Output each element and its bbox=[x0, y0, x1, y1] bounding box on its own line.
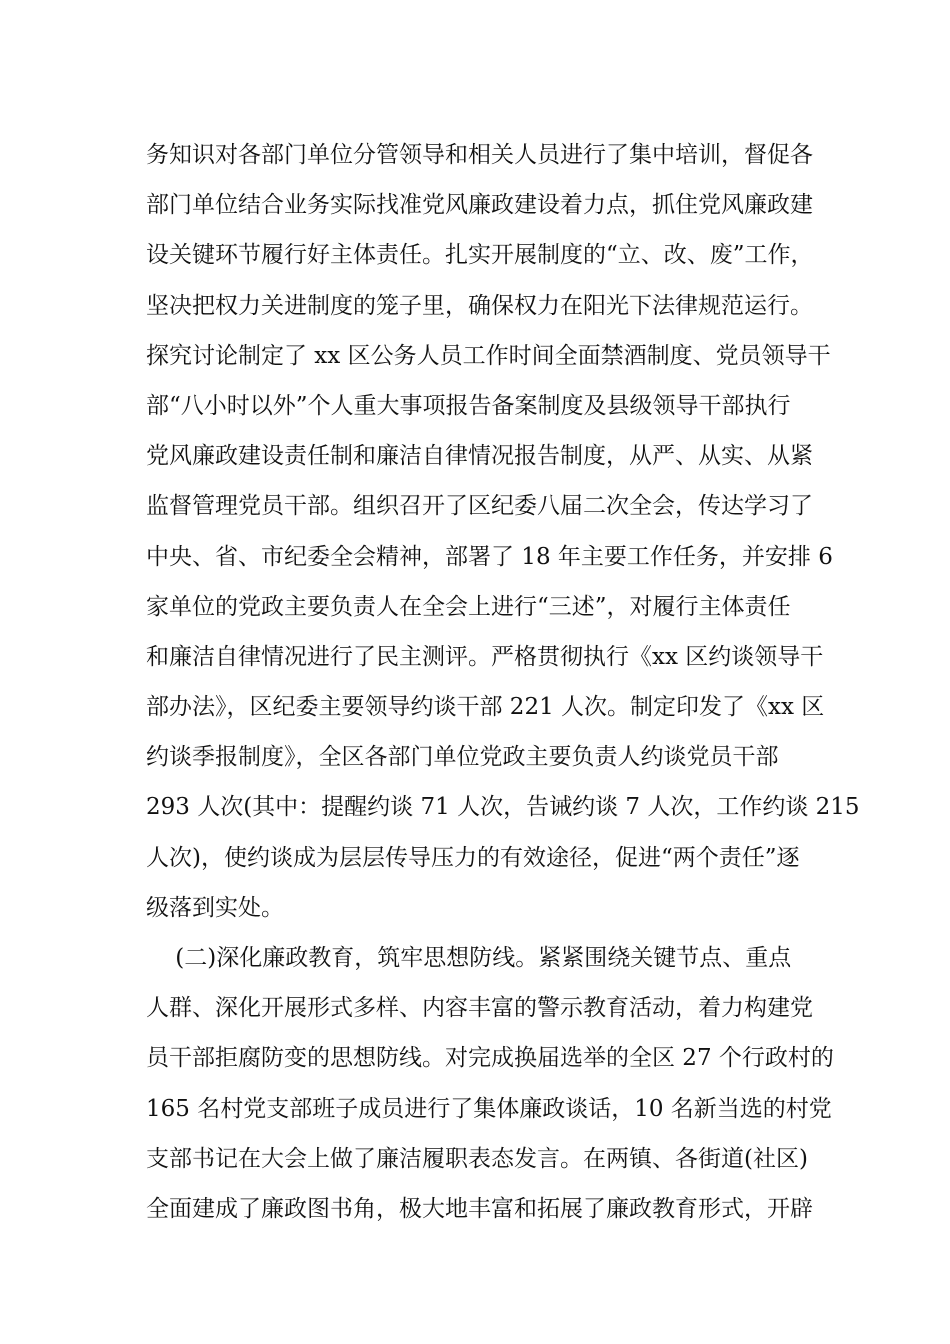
paragraph-heading-line: (二)深化廉政教育，筑牢思想防线。紧紧围绕关键节点、重点 bbox=[146, 945, 792, 971]
text-line: 和廉洁自律情况进行了民主测评。严格贯彻执行《xx 区约谈领导干 bbox=[146, 643, 824, 670]
text-line: 人群、深化开展形式多样、内容丰富的警示教育活动，着力构建党 bbox=[146, 995, 813, 1022]
text-line: 支部书记在大会上做了廉洁履职表态发言。在两镇、各街道(社区) bbox=[146, 1145, 808, 1172]
text-line: 部门单位结合业务实际找准党风廉政建设着力点，抓住党风廉政建 bbox=[146, 192, 813, 219]
text-line: 级落到实处。 bbox=[146, 894, 284, 921]
text-line: 务知识对各部门单位分管领导和相关人员进行了集中培训，督促各 bbox=[146, 142, 813, 168]
text-line: 165 名村党支部班子成员进行了集体廉政谈话，10 名新当选的村党 bbox=[146, 1095, 832, 1122]
text-line: 家单位的党政主要负责人在全会上进行“三述”，对履行主体责任 bbox=[146, 593, 791, 620]
text-line: 设关键环节履行好主体责任。扎实开展制度的“立、改、废”工作， bbox=[146, 242, 814, 269]
text-line: 党风廉政建设责任制和廉洁自律情况报告制度，从严、从实、从紧 bbox=[146, 443, 813, 470]
text-line: 部办法》，区纪委主要领导约谈干部 221 人次。制定印发了《xx 区 bbox=[146, 694, 825, 721]
text-line: 监督管理党员干部。组织召开了区纪委八届二次全会，传达学习了 bbox=[146, 493, 813, 520]
text-line: 探究讨论制定了 xx 区公务人员工作时间全面禁酒制度、党员领导干 bbox=[146, 342, 831, 369]
body-text bbox=[146, 130, 860, 1234]
text-line: 坚决把权力关进制度的笼子里，确保权力在阳光下法律规范运行。 bbox=[146, 292, 813, 319]
text-line: 293 人次(其中：提醒约谈 71 人次，告诫约谈 7 人次，工作约谈 215 bbox=[146, 794, 860, 821]
text-line: 部“八小时以外”个人重大事项报告备案制度及县级领导干部执行 bbox=[146, 392, 791, 419]
text-line: 中央、省、市纪委全会精神，部署了 18 年主要工作任务，并安排 6 bbox=[146, 543, 833, 570]
text-line: 员干部拒腐防变的思想防线。对完成换届选举的全区 27 个行政村的 bbox=[146, 1045, 834, 1072]
text-line: 约谈季报制度》，全区各部门单位党政主要负责人约谈党员干部 bbox=[146, 744, 779, 771]
text-line: 人次)，使约谈成为层层传导压力的有效途径，促进“两个责任”逐 bbox=[146, 844, 800, 871]
text-line: 全面建成了廉政图书角，极大地丰富和拓展了廉政教育形式，开辟 bbox=[146, 1195, 813, 1222]
